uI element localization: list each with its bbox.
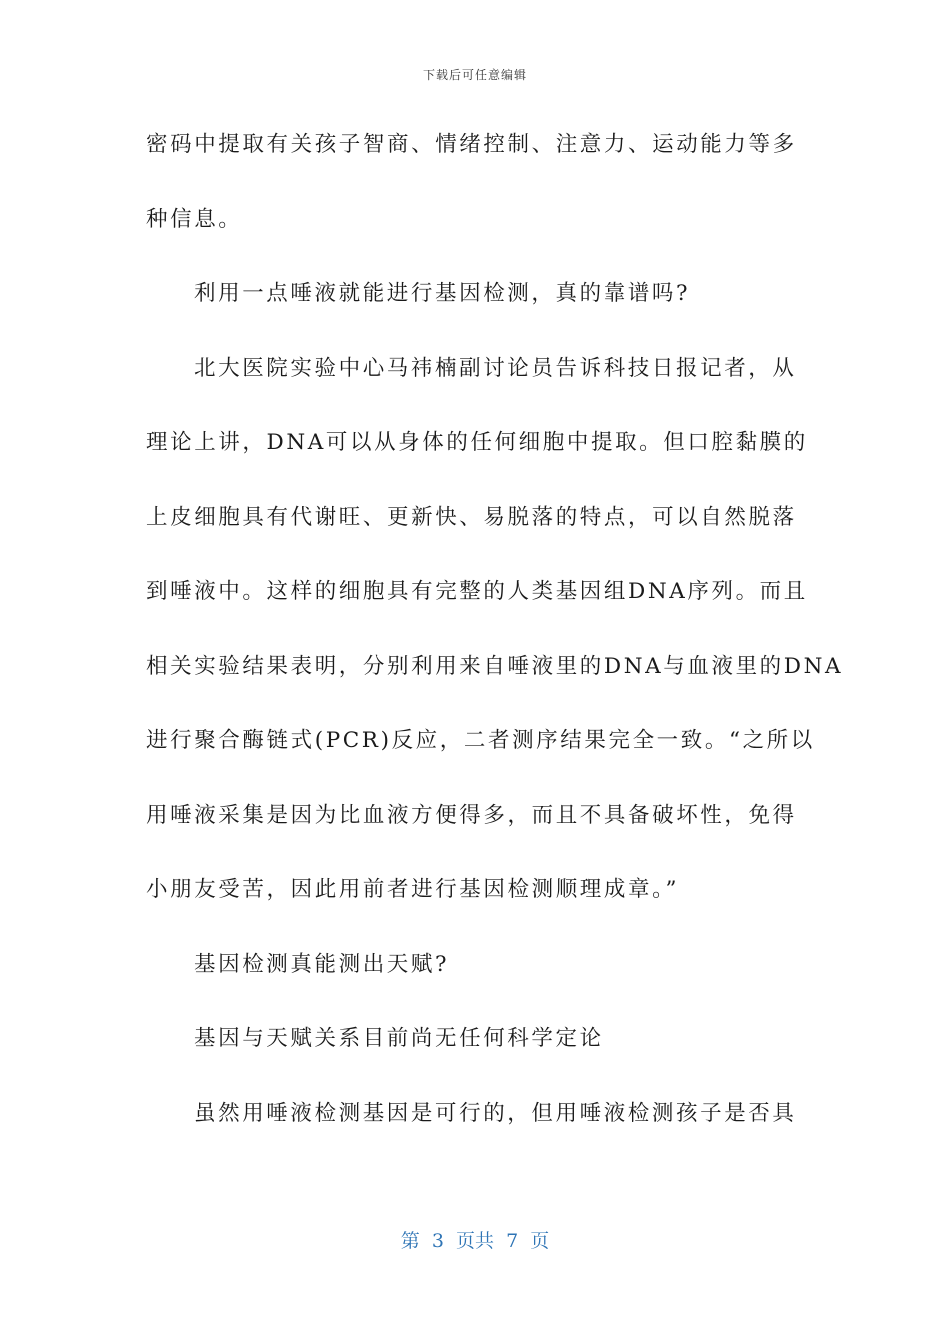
text-line: 北大医院实验中心马祎楠副讨论员告诉科技日报记者，从 <box>194 355 797 381</box>
section-heading: 基因检测真能测出天赋? <box>194 951 450 977</box>
text-line: 利用一点唾液就能进行基因检测，真的靠谱吗? <box>194 281 691 306</box>
text-line: 用唾液采集是因为比血液方便得多，而且不具备破坏性，免得 <box>146 802 797 828</box>
text-line: 理论上讲，DNA可以从身体的任何细胞中提取。但口腔黏膜的 <box>146 430 808 455</box>
text-line: 小朋友受苦，因此用前者进行基因检测顺理成章。” <box>146 877 680 902</box>
text-line: 进行聚合酶链式(PCR)反应，二者测序结果完全一致。“之所以 <box>146 728 815 753</box>
text-line: 种信息。 <box>146 206 243 232</box>
text-line: 密码中提取有关孩子智商、情绪控制、注意力、运动能力等多 <box>146 132 797 157</box>
document-body <box>146 108 844 1151</box>
text-line: 到唾液中。这样的细胞具有完整的人类基因组DNA序列。而且 <box>146 579 808 604</box>
text-line: 相关实验结果表明，分别利用来自唾液里的DNA与血液里的DNA <box>146 653 844 679</box>
text-line: 虽然用唾液检测基因是可行的，但用唾液检测孩子是否具 <box>194 1100 797 1126</box>
section-heading: 基因与天赋关系目前尚无任何科学定论 <box>194 1026 604 1051</box>
header-note: 下载后可任意编辑 <box>422 68 527 82</box>
text-line: 上皮细胞具有代谢旺、更新快、易脱落的特点，可以自然脱落 <box>146 504 797 530</box>
page-number-footer: 第 3 页共 7 页 <box>400 1230 550 1252</box>
